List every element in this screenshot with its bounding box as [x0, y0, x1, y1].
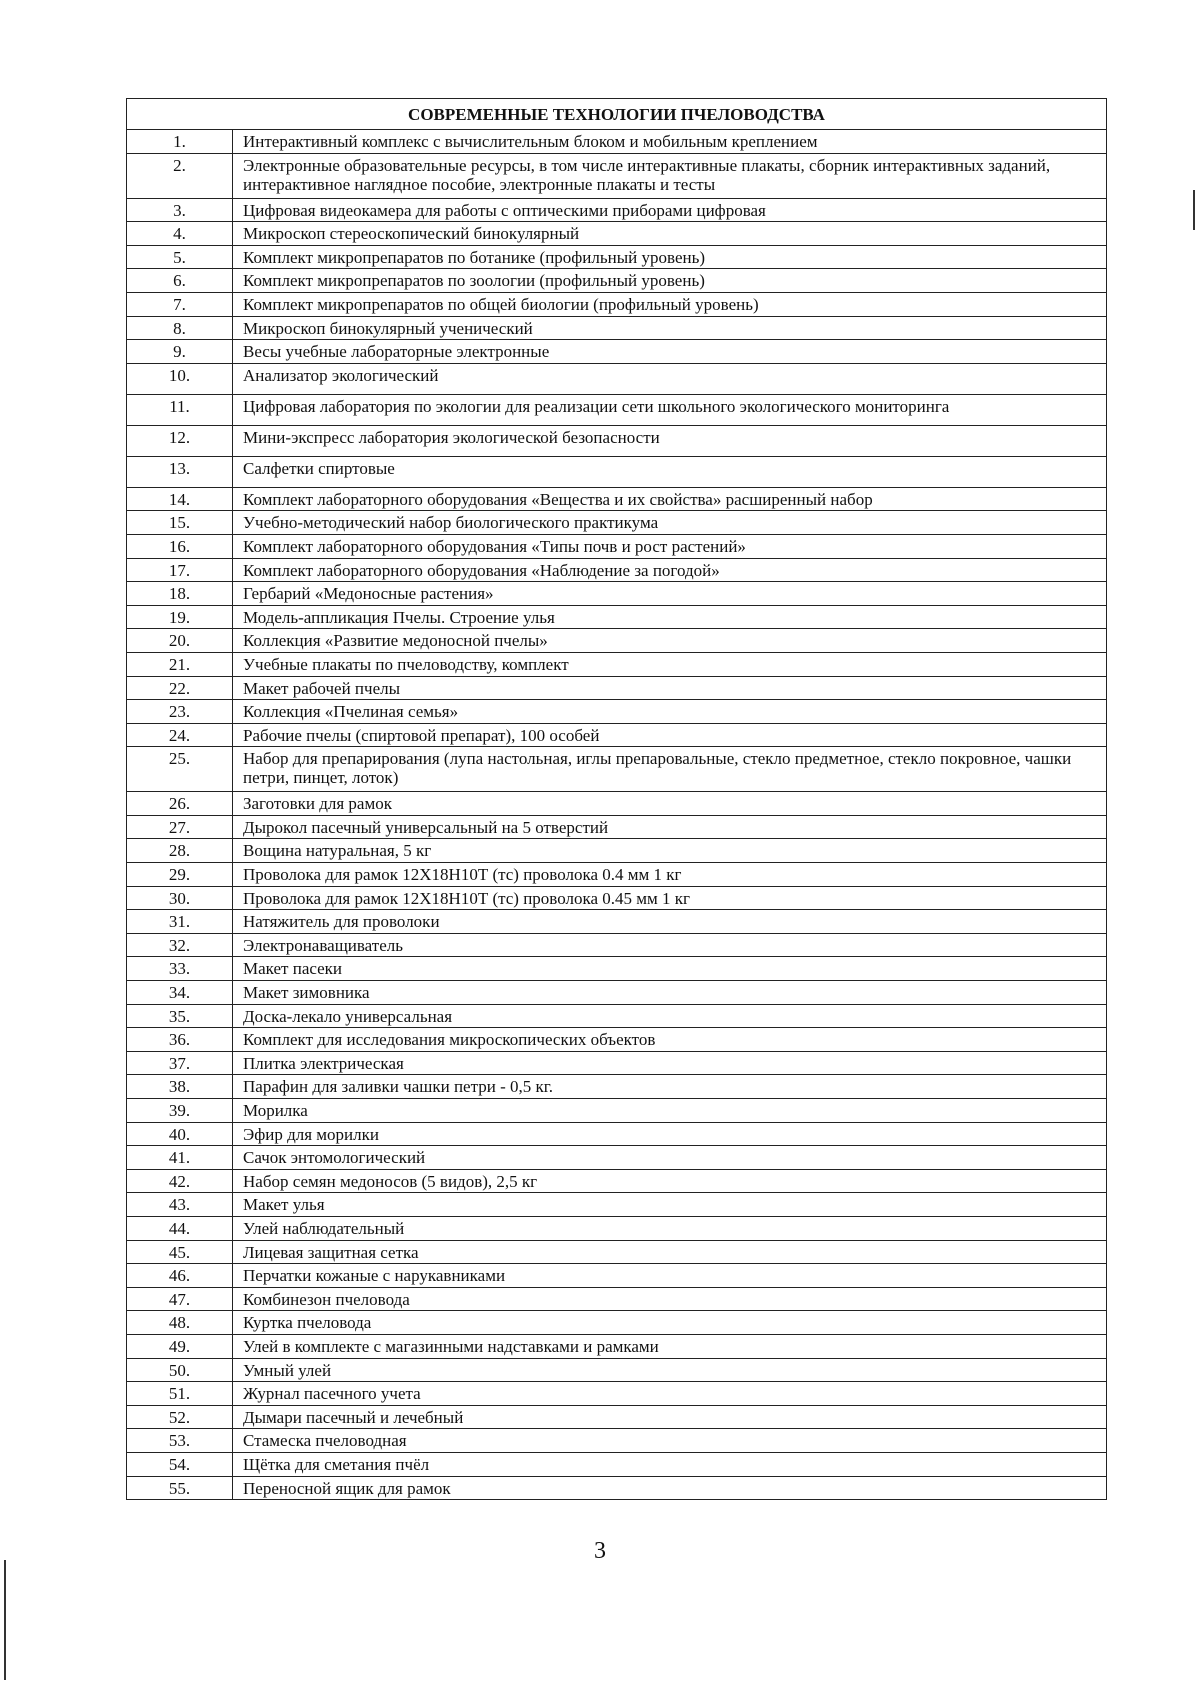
row-number: 11. — [127, 394, 233, 425]
table-row — [127, 1476, 1107, 1500]
item-name: Проволока для рамок 12Х18Н10Т (тс) проволока 0.45 мм 1 кг — [233, 886, 1107, 910]
table-row — [127, 886, 1107, 910]
item-name: Перчатки кожаные с нарукавниками — [233, 1264, 1107, 1288]
item-name: Микроскоп стереоскопический бинокулярный — [233, 222, 1107, 246]
row-number: 49. — [127, 1334, 233, 1358]
row-number: 33. — [127, 957, 233, 981]
item-name: Комплект лабораторного оборудования «Вещества и их свойства» расширенный набор — [233, 487, 1107, 511]
table-row — [127, 605, 1107, 629]
table-row — [127, 456, 1107, 487]
row-number: 40. — [127, 1122, 233, 1146]
row-number: 8. — [127, 316, 233, 340]
item-name: Цифровая видеокамера для работы с оптическими приборами цифровая — [233, 198, 1107, 222]
table-row — [127, 1240, 1107, 1264]
table-row — [127, 629, 1107, 653]
row-number: 26. — [127, 792, 233, 816]
table-row — [127, 1051, 1107, 1075]
item-name: Дымари пасечный и лечебный — [233, 1405, 1107, 1429]
table-row — [127, 1382, 1107, 1406]
table-row — [127, 652, 1107, 676]
row-number: 46. — [127, 1264, 233, 1288]
table-row — [127, 1099, 1107, 1123]
row-number: 52. — [127, 1405, 233, 1429]
table-row — [127, 1334, 1107, 1358]
page-number: 3 — [594, 1538, 606, 1564]
table-row — [127, 1287, 1107, 1311]
row-number: 10. — [127, 363, 233, 394]
table-row — [127, 933, 1107, 957]
table-row — [127, 792, 1107, 816]
row-number: 55. — [127, 1476, 233, 1500]
table-row — [127, 1405, 1107, 1429]
table-row — [127, 1028, 1107, 1052]
row-number: 48. — [127, 1311, 233, 1335]
item-name: Коллекция «Пчелиная семья» — [233, 700, 1107, 724]
table-row — [127, 558, 1107, 582]
table-row — [127, 1216, 1107, 1240]
item-name: Умный улей — [233, 1358, 1107, 1382]
item-name: Куртка пчеловода — [233, 1311, 1107, 1335]
table-row — [127, 425, 1107, 456]
table-row — [127, 340, 1107, 364]
item-name: Комплект лабораторного оборудования «Наблюдение за погодой» — [233, 558, 1107, 582]
row-number: 45. — [127, 1240, 233, 1264]
row-number: 41. — [127, 1146, 233, 1170]
table-row — [127, 245, 1107, 269]
row-number: 47. — [127, 1287, 233, 1311]
table-row — [127, 582, 1107, 606]
item-name: Вощина натуральная, 5 кг — [233, 839, 1107, 863]
item-name: Парафин для заливки чашки петри - 0,5 кг. — [233, 1075, 1107, 1099]
table-row — [127, 1452, 1107, 1476]
table-row — [127, 700, 1107, 724]
row-number: 24. — [127, 723, 233, 747]
table-row — [127, 1358, 1107, 1382]
row-number: 2. — [127, 153, 233, 198]
row-number: 4. — [127, 222, 233, 246]
item-name: Макет пасеки — [233, 957, 1107, 981]
item-name: Цифровая лаборатория по экологии для реализации сети школьного экологического мониторинга — [233, 394, 1107, 425]
row-number: 15. — [127, 511, 233, 535]
row-number: 3. — [127, 198, 233, 222]
row-number: 25. — [127, 747, 233, 792]
table-row — [127, 363, 1107, 394]
row-number: 9. — [127, 340, 233, 364]
row-number: 1. — [127, 130, 233, 154]
row-number: 32. — [127, 933, 233, 957]
row-number: 39. — [127, 1099, 233, 1123]
item-name: Микроскоп бинокулярный ученический — [233, 316, 1107, 340]
table-row — [127, 981, 1107, 1005]
item-name: Щётка для сметания пчёл — [233, 1452, 1107, 1476]
item-name: Эфир для морилки — [233, 1122, 1107, 1146]
row-number: 22. — [127, 676, 233, 700]
row-number: 31. — [127, 910, 233, 934]
item-name: Весы учебные лабораторные электронные — [233, 340, 1107, 364]
row-number: 13. — [127, 456, 233, 487]
table-row — [127, 511, 1107, 535]
table-row — [127, 130, 1107, 154]
item-name: Натяжитель для проволоки — [233, 910, 1107, 934]
row-number: 28. — [127, 839, 233, 863]
row-number: 20. — [127, 629, 233, 653]
item-name: Гербарий «Медоносные растения» — [233, 582, 1107, 606]
item-name: Комплект для исследования микроскопических объектов — [233, 1028, 1107, 1052]
row-number: 54. — [127, 1452, 233, 1476]
item-name: Улей наблюдательный — [233, 1216, 1107, 1240]
item-name: Стамеска пчеловодная — [233, 1429, 1107, 1453]
row-number: 29. — [127, 863, 233, 887]
table-row — [127, 1004, 1107, 1028]
table-row — [127, 316, 1107, 340]
table-row — [127, 1193, 1107, 1217]
item-name: Модель-аппликация Пчелы. Строение улья — [233, 605, 1107, 629]
table-row — [127, 1146, 1107, 1170]
table-row — [127, 1122, 1107, 1146]
row-number: 30. — [127, 886, 233, 910]
row-number: 36. — [127, 1028, 233, 1052]
item-name: Набор для препарирования (лупа настольная, иглы препаровальные, стекло предметное, стекло покровное, чашки петри, пинцет, лоток) — [233, 747, 1107, 792]
table-row — [127, 153, 1107, 198]
table-row — [127, 534, 1107, 558]
table-row — [127, 747, 1107, 792]
item-name: Набор семян медоносов (5 видов), 2,5 кг — [233, 1169, 1107, 1193]
item-name: Учебно-методический набор биологического практикума — [233, 511, 1107, 535]
table-row — [127, 863, 1107, 887]
table-row — [127, 1169, 1107, 1193]
row-number: 18. — [127, 582, 233, 606]
row-number: 17. — [127, 558, 233, 582]
item-name: Интерактивный комплекс с вычислительным блоком и мобильным креплением — [233, 130, 1107, 154]
equipment-table — [126, 98, 1107, 1500]
table-row — [127, 723, 1107, 747]
item-name: Макет зимовника — [233, 981, 1107, 1005]
item-name: Заготовки для рамок — [233, 792, 1107, 816]
item-name: Комплект лабораторного оборудования «Типы почв и рост растений» — [233, 534, 1107, 558]
row-number: 53. — [127, 1429, 233, 1453]
item-name: Морилка — [233, 1099, 1107, 1123]
table-row — [127, 1264, 1107, 1288]
row-number: 19. — [127, 605, 233, 629]
table-row — [127, 198, 1107, 222]
row-number: 7. — [127, 292, 233, 316]
item-name: Рабочие пчелы (спиртовой препарат), 100 особей — [233, 723, 1107, 747]
table-row — [127, 1075, 1107, 1099]
item-name: Дырокол пасечный универсальный на 5 отверстий — [233, 815, 1107, 839]
table-row — [127, 269, 1107, 293]
table-row — [127, 1429, 1107, 1453]
table-body — [127, 130, 1107, 1500]
item-name: Улей в комплекте с магазинными надставками и рамками — [233, 1334, 1107, 1358]
item-name: Комплект микропрепаратов по ботанике (профильный уровень) — [233, 245, 1107, 269]
row-number: 5. — [127, 245, 233, 269]
table-row — [127, 394, 1107, 425]
row-number: 6. — [127, 269, 233, 293]
item-name: Электронаващиватель — [233, 933, 1107, 957]
item-name: Учебные плакаты по пчеловодству, комплект — [233, 652, 1107, 676]
item-name: Лицевая защитная сетка — [233, 1240, 1107, 1264]
item-name: Плитка электрическая — [233, 1051, 1107, 1075]
scan-edge-mark — [1193, 190, 1195, 230]
item-name: Переносной ящик для рамок — [233, 1476, 1107, 1500]
row-number: 27. — [127, 815, 233, 839]
item-name: Коллекция «Развитие медоносной пчелы» — [233, 629, 1107, 653]
table-title: СОВРЕМЕННЫЕ ТЕХНОЛОГИИ ПЧЕЛОВОДСТВА — [127, 99, 1107, 130]
table-row — [127, 676, 1107, 700]
item-name: Салфетки спиртовые — [233, 456, 1107, 487]
table-row — [127, 910, 1107, 934]
item-name: Комплект микропрепаратов по общей биологии (профильный уровень) — [233, 292, 1107, 316]
row-number: 12. — [127, 425, 233, 456]
table-row — [127, 839, 1107, 863]
table-row — [127, 487, 1107, 511]
row-number: 42. — [127, 1169, 233, 1193]
row-number: 16. — [127, 534, 233, 558]
item-name: Электронные образовательные ресурсы, в том числе интерактивные плакаты, сборник интерактивных заданий, интерактивное наглядное пособие, электронные плакаты и тесты — [233, 153, 1107, 198]
row-number: 14. — [127, 487, 233, 511]
row-number: 34. — [127, 981, 233, 1005]
row-number: 38. — [127, 1075, 233, 1099]
item-name: Журнал пасечного учета — [233, 1382, 1107, 1406]
item-name: Сачок энтомологический — [233, 1146, 1107, 1170]
row-number: 21. — [127, 652, 233, 676]
table-row — [127, 957, 1107, 981]
row-number: 44. — [127, 1216, 233, 1240]
item-name: Макет улья — [233, 1193, 1107, 1217]
item-name: Макет рабочей пчелы — [233, 676, 1107, 700]
table-row — [127, 292, 1107, 316]
item-name: Анализатор экологический — [233, 363, 1107, 394]
scan-edge-mark — [4, 1560, 6, 1680]
row-number: 37. — [127, 1051, 233, 1075]
row-number: 43. — [127, 1193, 233, 1217]
table-row — [127, 815, 1107, 839]
row-number: 50. — [127, 1358, 233, 1382]
item-name: Мини-экспресс лаборатория экологической безопасности — [233, 425, 1107, 456]
item-name: Комплект микропрепаратов по зоологии (профильный уровень) — [233, 269, 1107, 293]
row-number: 23. — [127, 700, 233, 724]
row-number: 51. — [127, 1382, 233, 1406]
item-name: Комбинезон пчеловода — [233, 1287, 1107, 1311]
table-row — [127, 222, 1107, 246]
table-row — [127, 1311, 1107, 1335]
item-name: Доска-лекало универсальная — [233, 1004, 1107, 1028]
item-name: Проволока для рамок 12Х18Н10Т (тс) проволока 0.4 мм 1 кг — [233, 863, 1107, 887]
row-number: 35. — [127, 1004, 233, 1028]
